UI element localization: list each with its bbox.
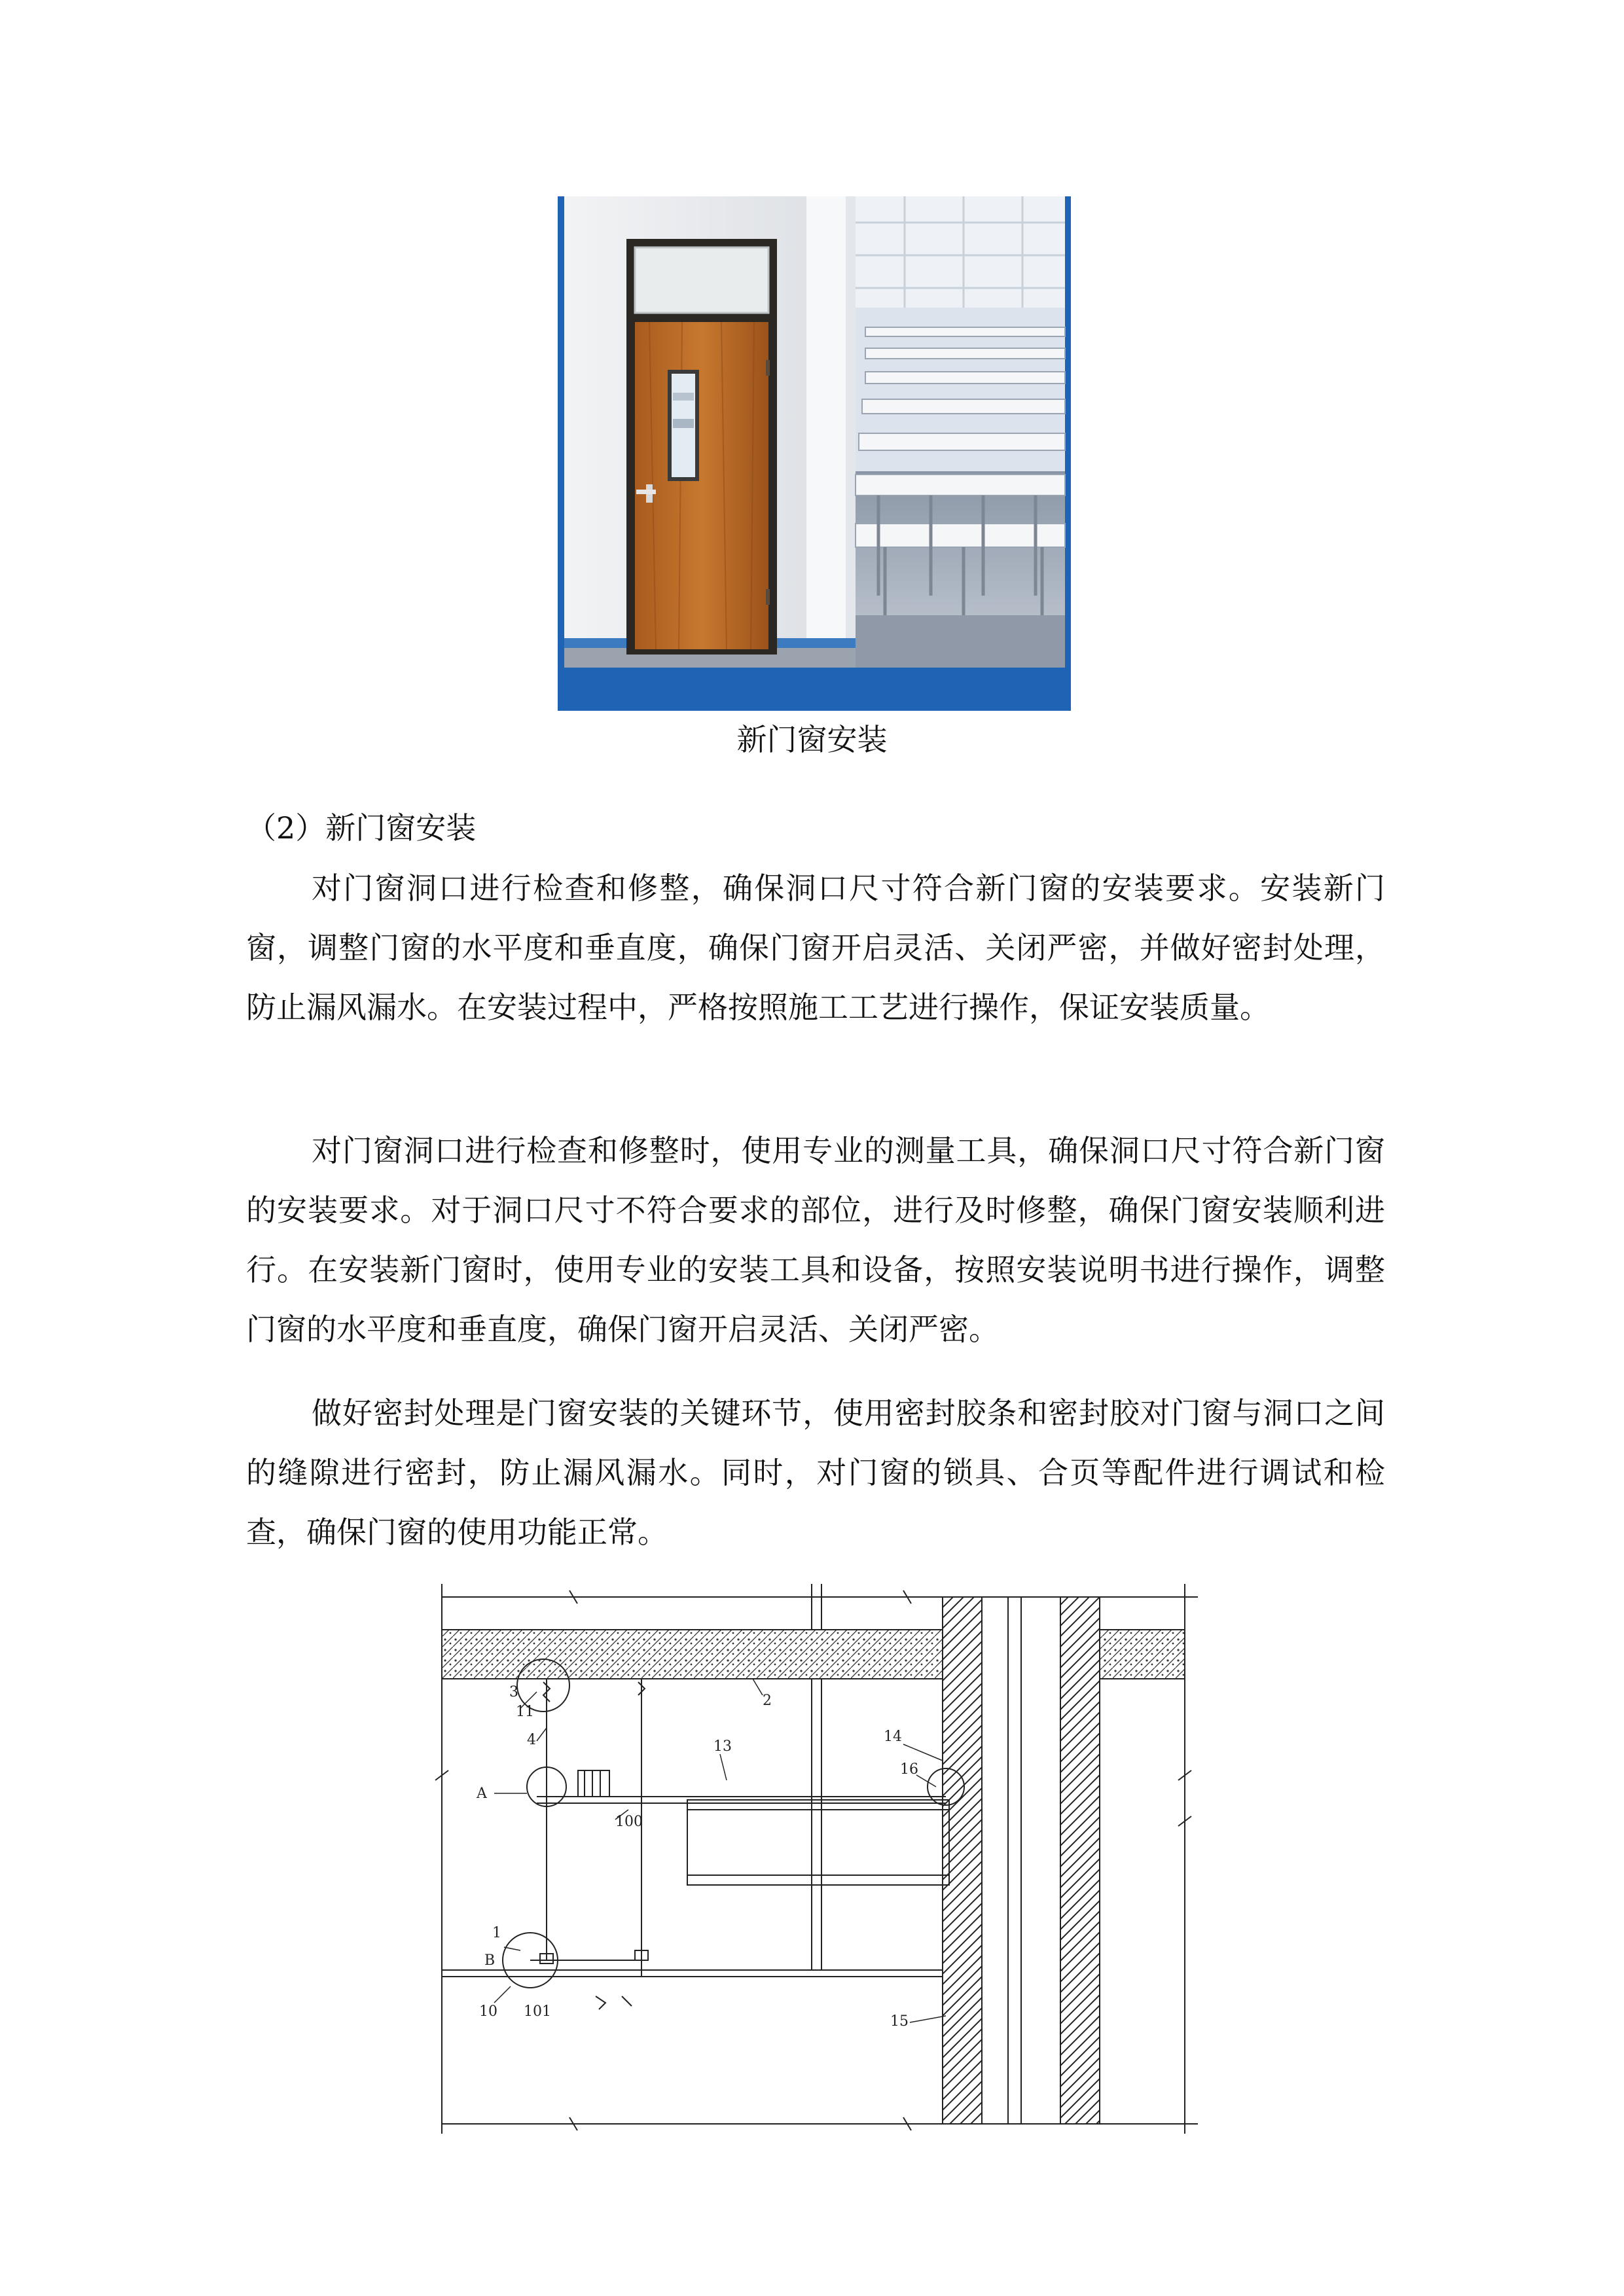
label-1: 1 <box>492 1925 501 1941</box>
label-3: 3 <box>509 1684 518 1700</box>
paragraph-1: 对门窗洞口进行检查和修整，确保洞口尺寸符合新门窗的安装要求。安装新门窗，调整门窗的水平度和垂直度，确保门窗开启灵活、关闭严密，并做好密封处理，防止漏风漏水。在安装过程中，严格按照施工工艺进行操作，保证安装质量。 <box>246 870 1385 1025</box>
label-10: 10 <box>479 2003 497 2020</box>
door-classroom-photo-icon <box>558 196 1071 711</box>
label-13: 13 <box>713 1738 732 1755</box>
label-14: 14 <box>884 1729 902 1745</box>
label-4: 4 <box>527 1732 536 1748</box>
paragraph-3: 做好密封处理是门窗安装的关键环节，使用密封胶条和密封胶对门窗与洞口之间的缝隙进行密封，防止漏风漏水。同时，对门窗的锁具、合页等配件进行调试和检查，确保门窗的使用功能正常。 <box>246 1395 1385 1550</box>
label-15: 15 <box>890 2013 909 2030</box>
label-11: 11 <box>516 1704 534 1720</box>
photo-caption: 新门窗安装 <box>736 722 888 757</box>
label-100: 100 <box>615 1814 643 1830</box>
label-B: B <box>484 1952 496 1969</box>
paragraph-2: 对门窗洞口进行检查和修整时，使用专业的测量工具，确保洞口尺寸符合新门窗的安装要求。对于洞口尺寸不符合要求的部位，进行及时修整，确保门窗安装顺利进行。在安装新门窗时，使用专业的安装工具和设备，按照安装说明书进行操作，调整门窗的水平度和垂直度，确保门窗开启灵活、关闭严密。 <box>246 1133 1385 1347</box>
label-16: 16 <box>900 1761 918 1778</box>
door-installation-photo <box>558 196 1071 711</box>
section-heading: （2）新门窗安装 <box>246 810 477 846</box>
label-A: A <box>477 1785 487 1802</box>
label-2: 2 <box>763 1693 772 1709</box>
installation-section-drawing <box>432 1584 1204 2147</box>
label-101: 101 <box>524 2003 551 2020</box>
